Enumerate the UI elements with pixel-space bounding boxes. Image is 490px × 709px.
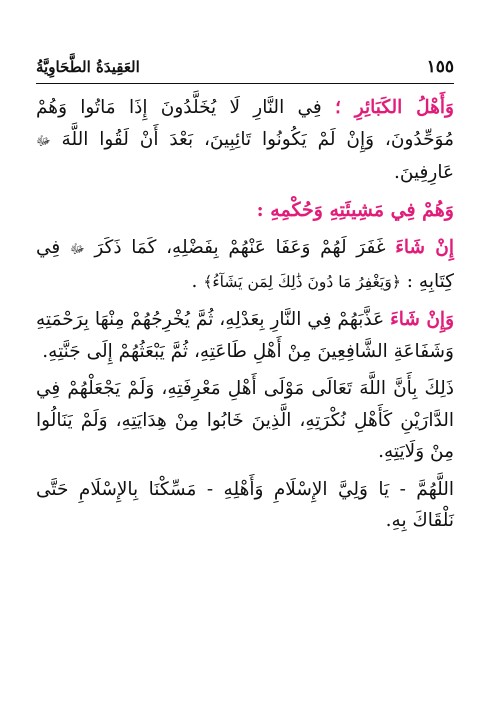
running-title: العَقِيدَةُ الطَّحَاوِيَّةُ — [36, 58, 140, 76]
page-body — [36, 92, 454, 537]
paragraph-3 — [36, 304, 454, 367]
paragraph-5: اللَّهُمَّ - يَا وَلِيَّ الإِسْلَامِ وَأَهْلِهِ - مَسِّكْنَا بِالإِسْلَامِ حَتَّى نَلْقَاكَ بِهِ. — [36, 478, 454, 531]
paragraph-text: فِي النَّارِ لَا يُخَلَّدُونَ إِذَا مَاتُوا وَهُمْ مُوَحِّدُونَ، وَإِنْ لَمْ يَكُونُوا تَائِبِينَ، بَعْدَ أَنْ لَقُوا اللَّهَ — [36, 97, 454, 150]
paragraph-text-mid: فِي كِتَابِهِ : — [36, 237, 454, 292]
highlighted-phrase: وَإِنْ شَاءَ — [390, 309, 455, 330]
paragraph-4: ذَلِكَ بِأَنَّ اللَّهَ تَعَالَى مَوْلَى أَهْلِ مَعْرِفَتِهِ، وَلَمْ يَجْعَلْهُمْ فِي الدَّارَيْنِ كَأَهْلِ نُكْرَتِهِ، الَّذِينَ خَابُوا مِنْ هِدَايَتِهِ، وَلَمْ يَنَالُوا مِنْ وَلَايَتِهِ. — [36, 378, 454, 462]
paragraph-text: غَفَرَ لَهُمْ وَعَفَا عَنْهُمْ بِفَضْلِهِ، كَمَا ذَكَرَ — [84, 237, 396, 258]
section-heading: وَهُمْ فِي مَشِيئَتِهِ وَحُكْمِهِ : — [256, 198, 454, 221]
paragraph-1 — [36, 92, 454, 189]
page-number: ١٥٥ — [426, 57, 454, 77]
paragraph-2 — [36, 232, 454, 298]
page-header — [36, 52, 454, 82]
honorific-glyph: ﷻ — [69, 242, 85, 257]
paragraph-text: عَذَّبَهُمْ فِي النَّارِ بِعَدْلِهِ، ثُمَّ يُخْرِجُهُمْ مِنْهَا بِرَحْمَتِهِ وَشَفَاعَةِ الشَّافِعِينَ مِنْ أَهْلِ طَاعَتِهِ، ثُمَّ يَبْعَثُهُمْ إِلَى جَنَّتِهِ. — [36, 309, 454, 362]
paragraph-text-end: عَارِفِينَ. — [394, 162, 454, 183]
honorific-glyph: ﷻ — [36, 133, 51, 149]
highlighted-phrase: وَأَهْلُ الكَبَائِرِ ؛ — [335, 97, 454, 118]
header-rule — [36, 83, 454, 84]
quran-quote: ﴿وَيَغْفِرُ مَا دُونَ ذَٰلِكَ لِمَن يَشَآءُ﴾ — [203, 272, 401, 291]
highlighted-phrase: إِنْ شَاءَ — [395, 237, 454, 258]
paragraph-text-end: . — [191, 270, 204, 292]
